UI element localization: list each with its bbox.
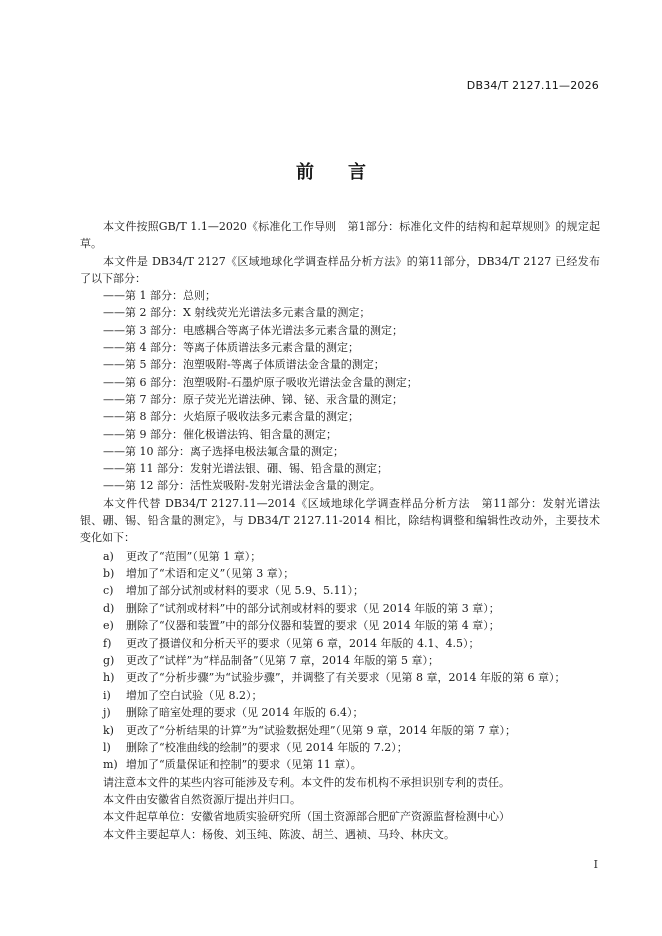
list-item: ——第 5 部分：泡塑吸附-等离子体质谱法金含量的测定； [103, 358, 385, 372]
paragraph-basis: 本文件按照GB/T 1.1—2020《标准化工作导则 第1部分：标准化文件的结构和起草规则》的规定起草。 [80, 220, 600, 251]
change-text: 删除了暗室处理的要求（见 2014 年版的 6.4）； [126, 706, 364, 720]
change-item [103, 617, 600, 634]
change-item [103, 548, 600, 565]
list-item: ——第 7 部分：原子荧光光谱法砷、锑、铋、汞含量的测定； [103, 392, 403, 406]
paragraph-drafters: 本文件主要起草人：杨俊、刘玉纯、陈波、胡兰、遇祯、马玲、林庆文。 [103, 827, 455, 841]
change-marker: d) [103, 601, 115, 615]
page-number: I [593, 858, 598, 871]
changes-list [80, 548, 600, 774]
paragraph-proposer: 本文件由安徽省自然资源厅提出并归口。 [103, 793, 301, 807]
change-item [103, 704, 600, 721]
list-item: ——第 6 部分：泡塑吸附-石墨炉原子吸收光谱法金含量的测定； [103, 375, 418, 389]
paragraph-series: 本文件是 DB34/T 2127《区域地球化学调查样品分析方法》的第11部分，DB34/T 2127 已经发布了以下部分： [80, 254, 600, 285]
list-item: ——第 4 部分：等离子体质谱法多元素含量的测定； [103, 341, 359, 355]
change-marker: a) [103, 549, 114, 563]
parts-list [80, 287, 600, 495]
change-item [103, 582, 600, 599]
list-item: ——第 10 部分：离子选择电极法氟含量的测定； [103, 444, 344, 458]
paragraph-drafting-unit: 本文件起草单位：安徽省地质实验研究所（国土资源部合肥矿产资源监督检测中心） [103, 810, 510, 824]
list-item: ——第 1 部分：总则； [103, 289, 216, 303]
change-text: 更改了“分析结果的计算”为“试验数据处理”（见第 9 章，2014 年版的第 7 章）； [126, 723, 516, 737]
change-item [103, 687, 600, 704]
change-text: 更改了“试样”为“样品制备”（见第 7 章，2014 年版的第 5 章）； [126, 653, 439, 667]
paragraph-replacement: 本文件代替 DB34/T 2127.11—2014《区域地球化学调查样品分析方法 第11部分：发射光谱法银、硼、锡、铅含量的测定》，与 DB34/T 2127.11-2014 相比，除结构调整和编辑性改动外，主要技术变化如下： [80, 496, 600, 545]
change-marker: b) [103, 567, 115, 581]
page-title: 前言 [296, 162, 400, 183]
change-marker: c) [103, 584, 114, 598]
change-marker: e) [103, 619, 114, 633]
change-marker: i) [103, 688, 111, 702]
list-item: ——第 3 部分：电感耦合等离子体光谱法多元素含量的测定； [103, 323, 403, 337]
list-item: ——第 9 部分：催化极谱法钨、钼含量的测定； [103, 427, 337, 441]
change-item [103, 565, 600, 582]
change-marker: l) [103, 740, 111, 754]
change-marker: m) [103, 758, 118, 772]
change-marker: k) [103, 723, 114, 737]
list-item: ——第 11 部分：发射光谱法银、硼、锡、铅含量的测定； [103, 462, 388, 476]
change-text: 增加了“质量保证和控制”的要求（见第 11 章）。 [126, 758, 362, 772]
list-item: ——第 8 部分：火焰原子吸收法多元素含量的测定； [103, 410, 359, 424]
change-marker: g) [103, 653, 115, 667]
change-item [103, 739, 600, 756]
change-item [103, 635, 600, 652]
change-item [103, 652, 600, 669]
change-marker: h) [103, 671, 115, 685]
change-item [103, 600, 600, 617]
change-text: 删除了“校准曲线的绘制”的要求（见 2014 年版的 7.2）； [126, 740, 408, 754]
change-text: 增加了“术语和定义”（见第 3 章）； [126, 567, 295, 581]
paragraph-patent-notice: 请注意本文件的某些内容可能涉及专利。本文件的发布机构不承担识别专利的责任。 [103, 775, 510, 789]
change-text: 更改了“分析步骤”为“试验步骤”，并调整了有关要求（见第 8 章，2014 年版的第 6 章）； [126, 671, 566, 685]
change-text: 更改了摄谱仪和分析天平的要求（见第 6 章，2014 年版的 4.1、4.5）； [126, 636, 480, 650]
change-text: 更改了“范围”（见第 1 章）； [126, 549, 262, 563]
change-text: 删除了“试剂或材料”中的部分试剂或材料的要求（见 2014 年版的第 3 章）； [126, 601, 500, 615]
change-item [103, 756, 600, 773]
change-item [103, 722, 600, 739]
change-text: 增加了部分试剂或材料的要求（见 5.9、5.11）； [126, 584, 364, 598]
change-item [103, 669, 600, 686]
foreword-body [80, 218, 600, 843]
change-text: 删除了“仪器和装置”中的部分仪器和装置的要求（见 2014 年版的第 4 章）； [126, 619, 500, 633]
change-marker: j) [103, 706, 111, 720]
list-item: ——第 2 部分：X 射线荧光光谱法多元素含量的测定； [103, 306, 371, 320]
change-marker: f) [103, 636, 112, 650]
list-item: ——第 12 部分：活性炭吸附-发射光谱法金含量的测定。 [103, 479, 381, 493]
document-code: DB34/T 2127.11—2026 [466, 79, 599, 92]
change-text: 增加了空白试验（见 8.2）； [126, 688, 263, 702]
